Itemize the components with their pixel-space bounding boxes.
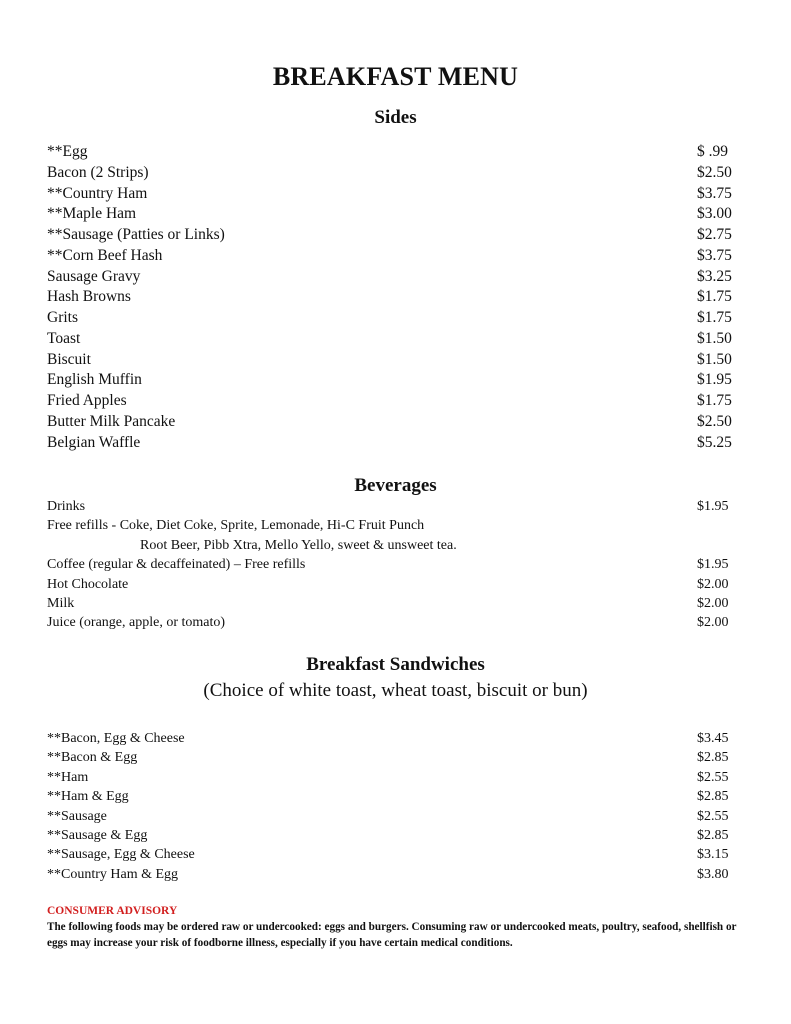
list-item: [47, 613, 737, 632]
item-name: **Maple Ham: [47, 205, 137, 223]
list-item: [47, 575, 737, 594]
item-name: Grits: [47, 309, 78, 326]
item-price: $1.75: [697, 392, 732, 409]
sandwiches-list: [47, 729, 737, 884]
item-name: **Egg: [47, 143, 88, 160]
list-item: [47, 555, 737, 574]
item-name: Toast: [47, 329, 81, 347]
item-price: $2.00: [697, 595, 729, 611]
item-name: **Country Ham: [47, 184, 148, 202]
list-item: [47, 729, 737, 748]
item-name: **Sausage & Egg: [47, 827, 148, 843]
item-price: $3.75: [697, 184, 732, 202]
sandwiches-subheading: (Choice of white toast, wheat toast, biscuit or bun): [203, 680, 588, 701]
item-price: $2.85: [697, 827, 729, 843]
item-name: **Bacon & Egg: [47, 750, 138, 766]
consumer-advisory: [47, 903, 747, 951]
list-item: [47, 391, 737, 412]
list-item: [47, 787, 737, 806]
list-item: [47, 497, 737, 516]
item-price: $2.00: [697, 615, 729, 631]
list-item: [47, 267, 737, 288]
item-name: Fried Apples: [47, 392, 127, 409]
item-name: **Ham: [47, 769, 89, 785]
item-name: **Sausage: [47, 808, 107, 824]
advisory-text: The following foods may be ordered raw or undercooked: eggs and burgers. Consuming raw or undercooked meats, poultry, seafood, shellfish or eggs may increase your risk of foodborne illness, especially if you have certain medical conditions.: [47, 921, 737, 949]
sandwiches-heading: Breakfast Sandwiches: [306, 654, 485, 675]
item-name: Sausage Gravy: [47, 267, 141, 285]
item-name: Milk: [47, 595, 75, 611]
refills-note-continued: [47, 536, 737, 555]
item-price: $3.25: [697, 267, 732, 285]
list-item: [47, 768, 737, 787]
refills-line-2: Root Beer, Pibb Xtra, Mello Yello, sweet & unsweet tea.: [140, 537, 457, 553]
list-item: [47, 204, 737, 225]
page-title: BREAKFAST MENU: [272, 62, 519, 91]
item-name: **Corn Beef Hash: [47, 246, 163, 264]
item-name: Juice (orange, apple, or tomato): [47, 615, 226, 631]
item-price: $1.50: [697, 329, 732, 347]
item-price: $3.75: [697, 246, 732, 264]
item-name: Belgian Waffle: [47, 433, 141, 451]
item-price: $1.75: [697, 288, 732, 306]
item-name: Hash Browns: [47, 288, 131, 306]
beverages-heading: Beverages: [354, 475, 437, 496]
item-price: $2.75: [697, 226, 732, 243]
list-item: [47, 329, 737, 350]
list-item: [47, 594, 737, 613]
list-item: [47, 370, 737, 391]
item-price: $2.85: [697, 750, 729, 766]
item-name: Biscuit: [47, 350, 91, 368]
list-item: [47, 184, 737, 205]
list-item: [47, 142, 737, 163]
item-name: Coffee (regular & decaffeinated) – Free refills: [47, 557, 306, 573]
item-price: $1.50: [697, 350, 732, 368]
refills-line-1: Free refills - Coke, Diet Coke, Sprite, Lemonade, Hi-C Fruit Punch: [47, 518, 425, 534]
refills-note: [47, 516, 737, 535]
item-name: Drinks: [47, 499, 86, 514]
item-price: $2.00: [697, 576, 729, 592]
sides-heading: Sides: [374, 107, 417, 128]
item-price: $ .99: [697, 143, 728, 160]
item-name: **Sausage (Patties or Links): [47, 226, 225, 243]
item-name: Hot Chocolate: [47, 576, 129, 592]
sides-list: [47, 142, 737, 453]
list-item: [47, 308, 737, 329]
item-price: $2.55: [697, 769, 729, 785]
item-price: $5.25: [697, 433, 732, 451]
item-name: **Ham & Egg: [47, 789, 129, 805]
item-price: $3.15: [697, 847, 729, 863]
list-item: [47, 246, 737, 267]
list-item: [47, 865, 737, 884]
list-item: [47, 350, 737, 371]
item-price: $1.95: [697, 371, 732, 389]
list-item: [47, 225, 737, 246]
item-name: Bacon (2 Strips): [47, 163, 149, 181]
item-price: $2.85: [697, 789, 729, 805]
item-price: $2.50: [697, 412, 732, 430]
item-price: $1.75: [697, 309, 732, 326]
item-price: $3.45: [697, 731, 729, 746]
item-name: English Muffin: [47, 371, 142, 389]
list-item: [47, 412, 737, 433]
item-name: **Bacon, Egg & Cheese: [47, 731, 185, 746]
beverages-list: [47, 497, 737, 633]
item-name: Butter Milk Pancake: [47, 412, 176, 430]
item-name: **Country Ham & Egg: [47, 866, 179, 882]
item-price: $2.55: [697, 808, 729, 824]
list-item: [47, 845, 737, 864]
list-item: [47, 748, 737, 767]
item-price: $3.80: [697, 866, 729, 882]
advisory-title: CONSUMER ADVISORY: [47, 905, 178, 917]
item-price: $2.50: [697, 163, 732, 181]
item-price: $1.95: [697, 499, 729, 514]
item-price: $1.95: [697, 557, 729, 573]
list-item: [47, 826, 737, 845]
list-item: [47, 163, 737, 184]
item-price: $3.00: [697, 205, 732, 223]
item-name: **Sausage, Egg & Cheese: [47, 847, 195, 863]
list-item: [47, 287, 737, 308]
list-item: [47, 807, 737, 826]
list-item: [47, 433, 737, 454]
